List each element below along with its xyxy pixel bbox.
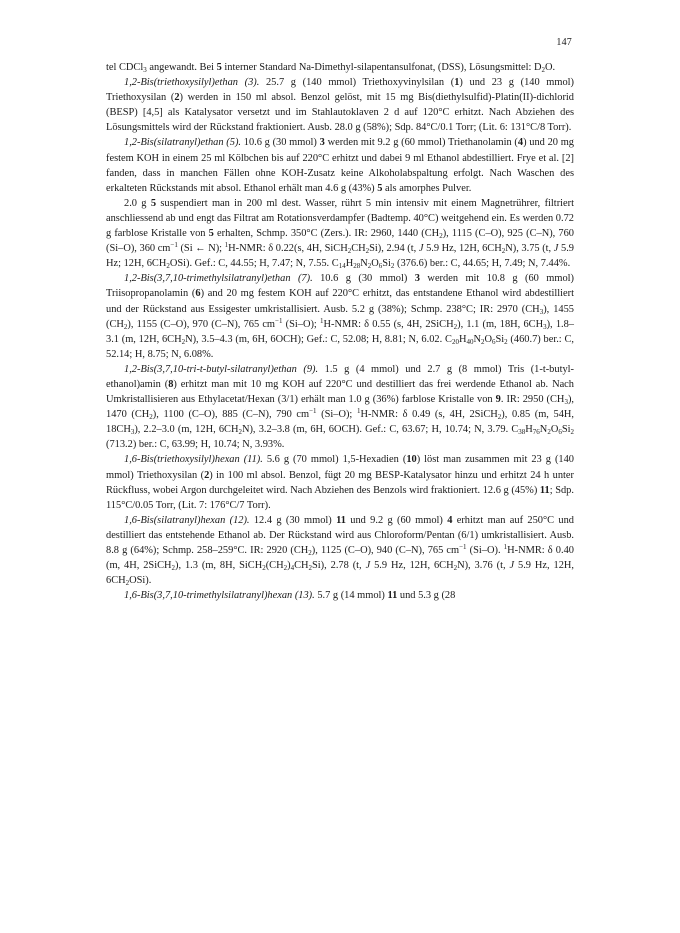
text-span: 2 — [166, 262, 170, 271]
text-span: O — [371, 258, 379, 270]
text-span: 3 — [130, 428, 135, 437]
text-span: N), 3.5–4.3 (m, 6H, 6OCH); Gef.: C, 52.08; H, 8.81; N, 6.02. C — [185, 333, 452, 345]
text-span: 2 — [547, 428, 551, 437]
text-span: erhitzt man auf 250°C und destilliert das entstehende Ethanol ab. Der Rückstand wird aus Chloroform/Pentan (6/1) umkristallisiert. Ausb. 8.8 g (64%); Schmp. 258–259°C. IR: 2920 (CH — [106, 514, 574, 556]
text-span: ), 1.1 (m, 18H, 6CH — [457, 318, 544, 330]
text-span: 4 — [290, 564, 295, 573]
compound-heading: 1,2-Bis(triethoxysilyl)ethan (3). — [124, 77, 260, 89]
text-span: N — [473, 333, 481, 345]
paragraph — [106, 588, 574, 603]
text-span: J — [365, 560, 371, 572]
text-span: (376.6) ber.: C, 44.65; H, 7.49; N, 7.44%. — [394, 258, 571, 270]
text-span: ) — [287, 560, 291, 572]
text-span: 2 — [149, 413, 153, 422]
text-span: (Si–O); — [316, 409, 357, 421]
text-span: OSi). — [129, 575, 152, 587]
text-span: N), 3.76 (t, — [457, 560, 510, 572]
compound-number: 6 — [195, 288, 201, 300]
text-span: 2 — [541, 66, 546, 74]
text-span: 2 — [501, 247, 506, 256]
text-span: ), 1155 (C–O), 970 (C–N), 765 cm — [127, 318, 276, 330]
text-span: 5.6 g (70 mmol) 1,5-Hexadien ( — [262, 454, 407, 466]
text-span: ) in 100 ml absol. Benzol, fügt 20 mg BESP-Katalysator hinzu und erhitzt 24 h unter Rückfluss, wobei Argon durchgeleitet wird. Nach Abziehen des Benzols wird fraktioniert. 12.6 g (45%) — [106, 469, 574, 496]
text-span: 2 — [308, 564, 313, 573]
text-span: 2 — [283, 564, 288, 573]
text-span: ) und 20 mg festem KOH in einem 25 ml Kölbchen bis auf 220°C erhitzt und dabei 9 ml Ethanol abdestilliert. Frye et al. [2] fanden, dass in manchen Fällen ohne KOH-Zusatz keine Alkoholabspaltung erfolgt. Nach Waschen des erkalteten Rückstands mit absol. Ethanol erhält man 4.6 g (43%) — [106, 137, 574, 194]
text-span: 1.5 g (4 mmol) und 2.7 g (8 mmol) Tris (1-t-butyl-ethanol)amin ( — [106, 363, 574, 390]
text-span: (Si ← N); — [177, 243, 225, 255]
text-span: 1 — [224, 241, 229, 250]
text-span: (713.2) ber.: C, 63.99; H, 10.74; N, 3.93%. — [106, 439, 285, 451]
compound-number: 3 — [319, 137, 325, 149]
text-span: 2 — [453, 564, 458, 573]
text-span: ; Sdp. 115°C/0.05 Torr, (Lit. 7: 176°C/7 Torr). — [106, 484, 574, 511]
compound-number: 3 — [414, 273, 420, 285]
text-span: werden mit 10.8 g (60 mmol) Triisopropanolamin ( — [106, 273, 574, 300]
text-span: 3 — [543, 322, 547, 331]
text-span: J — [509, 560, 515, 572]
compound-heading: 1,6-Bis(triethoxysilyl)hexan (11). — [124, 454, 263, 466]
compound-number: 5 — [216, 62, 222, 73]
text-span: werden mit 9.2 g (60 mmol) Triethanolamin ( — [324, 137, 518, 149]
text-span: angewandt. Bei — [146, 62, 217, 73]
text-span: ) löst man zusammen mit 23 g (140 mmol) Triethoxysilan ( — [106, 454, 574, 481]
text-span: −1 — [309, 407, 317, 416]
text-span: 2 — [367, 262, 372, 271]
paragraph — [106, 60, 574, 75]
compound-number: 10 — [406, 454, 417, 466]
text-span: 3 — [143, 66, 147, 74]
text-span: 2 — [497, 413, 502, 422]
text-span: 1 — [503, 543, 508, 551]
text-span: 5.9 Hz, 12H, 6CH — [370, 560, 454, 572]
compound-number: 5 — [208, 228, 214, 240]
body-text — [106, 60, 574, 603]
text-span: (Si–O); — [282, 318, 320, 330]
text-span: 2 — [123, 322, 128, 331]
text-span: 2 — [125, 579, 130, 588]
text-span: OSi). Gef.: C, 44.55; H, 7.47; N, 7.55. C — [169, 258, 339, 270]
text-span: H-NMR: δ 0.49 (s, 4H, 2SiCH — [360, 409, 498, 421]
text-span: 2 — [453, 322, 458, 331]
paragraph — [106, 196, 574, 271]
text-span: H-NMR: δ 0.40 (m, 4H, 2SiCH — [106, 545, 574, 572]
text-span: −1 — [170, 241, 178, 250]
compound-heading: 1,6-Bis(silatranyl)hexan (12). — [124, 514, 250, 526]
text-span: 10.6 g (30 mmol) — [312, 273, 415, 285]
text-span: ), 1470 (CH — [106, 394, 574, 421]
text-span: 1 — [356, 407, 361, 416]
text-span: 2 — [181, 337, 186, 346]
text-span: und 9.2 g (60 mmol) — [345, 514, 448, 526]
text-span: 25.7 g (140 mmol) Triethoxyvinylsilan ( — [259, 77, 455, 89]
text-span: 2 — [439, 232, 443, 241]
text-span: 5.7 g (14 mmol) — [314, 590, 388, 602]
compound-number: 11 — [336, 514, 346, 526]
text-span: Si), 2.94 (t, — [369, 243, 419, 255]
text-span: O — [550, 424, 559, 436]
text-span: (Si–O). — [466, 545, 504, 556]
text-span: als amorphes Pulver. — [382, 182, 472, 194]
text-span: CH — [294, 560, 309, 572]
text-span: N — [360, 258, 368, 270]
text-span: H — [345, 258, 354, 270]
compound-number: 2 — [174, 92, 180, 104]
text-span: 6 — [378, 262, 383, 271]
text-span: ) werden in 150 ml absol. Benzol gelöst, mit 15 mg Bis(diethylsulfid)-Platin(II)-dichlorid (BESP) [4,5] als Katalysator versetzt und im Stahlautoklaven 2 d auf 120°C erhitzt. Nach Abziehen des Lösungsmittels wird der Rückstand fraktioniert. Ausb. 28.0 g (58%); Sdp. 84°C/0.1 Torr; (Lit. 6: 131°C/8 Torr). — [106, 92, 575, 134]
text-span: 2 — [171, 564, 176, 573]
text-span: (460.7) ber.: C, 52.14; H, 8.75; N, 6.08%. — [106, 333, 574, 360]
text-span: ), 0.85 (m, 54H, 18CH — [106, 409, 575, 436]
text-span: 12.4 g (30 mmol) — [249, 514, 337, 526]
paragraph — [106, 75, 574, 135]
text-span: ), 1.3 (m, 8H, SiCH — [175, 560, 263, 572]
text-span: 2.0 g — [124, 197, 151, 209]
text-span: 40 — [466, 337, 474, 346]
page-number: 147 — [556, 37, 572, 48]
compound-number: 2 — [204, 469, 210, 481]
text-span: H-NMR: δ 0.22(s, 4H, SiCH — [228, 243, 348, 255]
text-span: tel CDCl — [106, 62, 144, 73]
text-span: 3 — [564, 398, 568, 407]
paragraph — [106, 452, 574, 512]
text-span: 5.9 Hz; 12H, 6CH — [106, 243, 574, 270]
text-span: 3 — [539, 307, 544, 316]
text-span: ), 1100 (C–O), 885 (C–N), 790 cm — [152, 409, 310, 421]
text-span: H — [525, 424, 533, 436]
text-span: H — [458, 333, 467, 345]
text-span: ), 1.8–3.1 (m, 12H, 6CH — [106, 318, 575, 345]
paragraph — [106, 271, 574, 362]
compound-number: 4 — [447, 514, 453, 526]
text-span: 2 — [365, 247, 370, 256]
text-span: suspendiert man in 200 ml dest. Wasser, rührt 5 min intensiv mit einem Magnetrührer, filtriert anschliessend ab und engt das Filtrat am Rotationsverdampfer (Badtemp. 40°C) weitgehend ein. Es werden 0.72 g farblose Kristalle von — [106, 197, 574, 240]
text-span: ) and 20 mg festem KOH auf 220°C erhitzt, das entstandene Ethanol wird abdestilliert und der Rückstand aus Essigester umkristallisiert. Ausb. 5.2 g (38%); Schmp. 238°C; IR: 2970 (CH — [106, 288, 574, 315]
text-span: ), 2.2–3.0 (m, 12H, 6CH — [134, 424, 239, 436]
text-span: 20 — [451, 337, 459, 346]
text-span: 14 — [338, 262, 346, 271]
text-span: H-NMR: δ 0.55 (s, 4H, 2SiCH — [323, 318, 454, 330]
text-span: 2 — [262, 564, 266, 573]
text-span: N — [539, 424, 548, 436]
text-span: 2 — [570, 428, 574, 437]
compound-heading: 1,6-Bis(3,7,10-trimethylsilatranyl)hexan (13). — [124, 590, 315, 602]
text-span: O — [484, 333, 492, 345]
compound-heading: 1,2-Bis(silatranyl)ethan (5). — [124, 137, 242, 149]
paragraph — [106, 362, 574, 453]
text-span: J — [418, 243, 424, 255]
text-span: 6 — [491, 337, 496, 346]
text-span: (CH — [265, 560, 284, 572]
text-span: ), 1115 (C–O), 925 (C–N), 760 (Si–O), 360 cm — [106, 228, 574, 255]
text-span: ) und 23 g (140 mmol) Triethoxysilan ( — [106, 77, 575, 104]
compound-number: 11 — [387, 590, 398, 602]
text-span: erhalten, Schmp. 350°C (Zers.). IR: 2960, 1440 (CH — [213, 228, 440, 240]
text-span: N), 3.2–3.8 (m, 6H, 6OCH). Gef.: C, 63.67; H, 10.74; N, 3.79. C — [241, 424, 519, 436]
compound-number: 5 — [150, 197, 157, 209]
compound-number: 9 — [495, 394, 501, 406]
text-span: 2 — [390, 262, 395, 271]
text-span: ), 1125 (C–O), 940 (C–N), 765 cm — [311, 545, 460, 556]
text-span: 6 — [558, 428, 562, 437]
text-span: ) erhitzt man mit 10 mg KOH auf 220°C und destilliert das frei werdende Ethanol ab. Nach Umkristallisieren aus Ethylacetat/Hexan (3/1) erhält man 1.0 g (36%) farblose Kristalle von — [106, 378, 574, 406]
compound-number: 8 — [168, 378, 174, 390]
text-span: 1 — [319, 316, 324, 325]
text-span: 2 — [238, 428, 242, 437]
text-span: O. — [545, 62, 556, 73]
text-span: 2 — [308, 549, 312, 557]
text-span: J — [553, 243, 559, 255]
text-span: 38 — [518, 428, 526, 437]
compound-heading: 1,2-Bis(3,7,10-tri-t-butyl-silatranyl)ethan (9). — [124, 363, 319, 375]
text-span: Si), 2.78 (t, — [312, 560, 366, 572]
compound-heading: 1,2-Bis(3,7,10-trimethylsilatranyl)ethan (7). — [124, 273, 313, 285]
text-span: Si — [561, 424, 571, 436]
compound-number: 1 — [454, 77, 460, 89]
text-span: 2 — [347, 247, 352, 256]
text-span: Si — [382, 258, 391, 270]
text-span: 5.9 Hz, 12H, 6CH — [106, 560, 574, 587]
text-span: und 5.3 g (28 — [397, 590, 456, 602]
text-span: −1 — [459, 543, 467, 551]
text-span: 10.6 g (30 mmol) — [241, 137, 320, 149]
compound-number: 5 — [377, 182, 383, 194]
paragraph — [106, 513, 574, 588]
text-span: 2 — [480, 337, 485, 346]
text-span: −1 — [275, 316, 283, 325]
text-span: Si — [495, 333, 505, 345]
text-span: N), 3.75 (t, — [505, 243, 554, 255]
text-span: 5.9 Hz, 12H, 6CH — [423, 243, 502, 255]
text-span: 76 — [532, 428, 540, 437]
text-span: . IR: 2950 (CH — [500, 394, 565, 406]
text-span: interner Standard Na-Dimethyl-silapentansulfonat, (DSS), Lösungsmittel: D — [221, 62, 542, 73]
text-span: 2 — [504, 337, 508, 346]
text-span: 28 — [353, 262, 361, 271]
compound-number: 11 — [539, 484, 550, 496]
paragraph — [106, 135, 574, 195]
text-span: CH — [351, 243, 366, 255]
text-span: ), 1455 (CH — [106, 303, 574, 330]
compound-number: 4 — [517, 137, 524, 149]
